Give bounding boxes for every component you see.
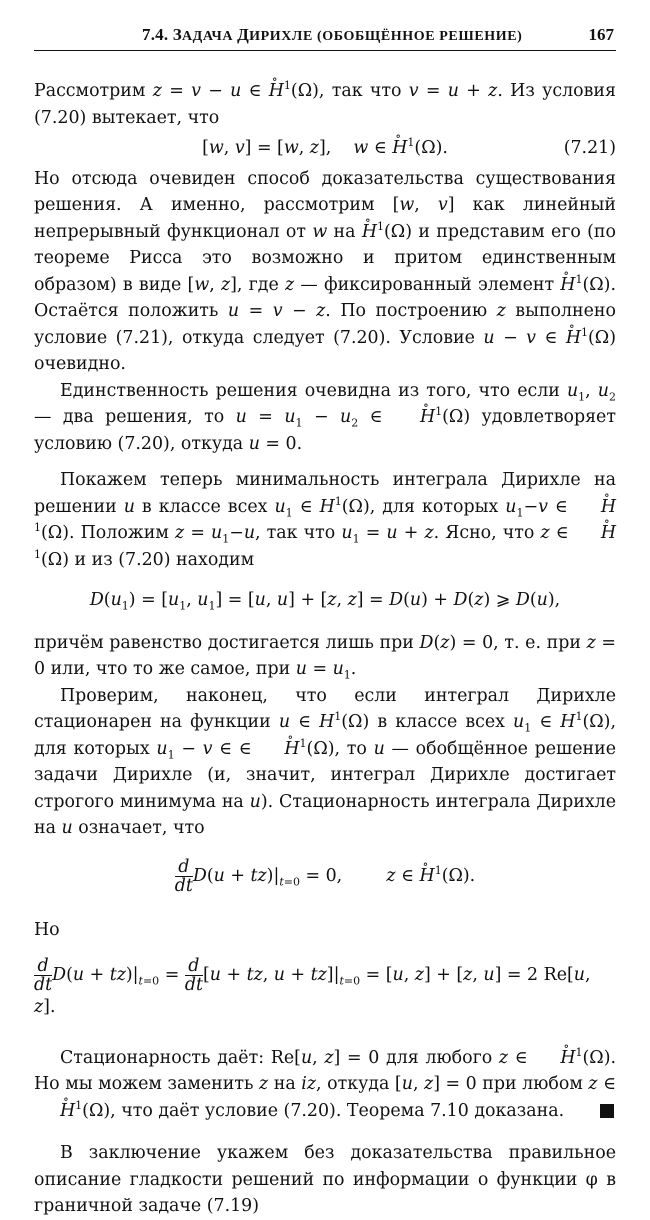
equation-stationarity: $\frac{d}{dt}$ $D(u + tz)|_{t=0} = 0$, z ∈ ∘ $H^1(\Omega)$. bbox=[34, 858, 616, 895]
section-title: 7.4. ЗАДАЧА ДИРИХЛЕ (ОБОБЩЁННОЕ РЕШЕНИЕ) bbox=[142, 25, 523, 44]
paragraph-7: Но bbox=[34, 919, 60, 940]
equation-7-21: [w, v] = [w, z], w ∈ ∘ $H^1(\Omega)$. (7.21) bbox=[34, 135, 616, 162]
paragraph-3: Единственность решения очевидна из того, что если $u_1$, $u_2$ — два решения, то $u = u_1 - u_2$ ∈ ∘ $H^1(\Omega)$ удовлетворяет условию (7.20), откуда u = 0. bbox=[34, 378, 616, 458]
running-header bbox=[34, 22, 616, 51]
paragraph-4: Покажем теперь минимальность интеграла Дирихле на решении u в классе всех $u_1$ ∈ $H^1(\Omega)$, для которых $u_1-v$ ∈ ∘ $H^1(\Omega)$. Положим $z = u_1-u$, так что $u_1 = u + z$. Ясно, что z ∈ ∘ $H^1(\Omega)$ и из (7.20) находим bbox=[34, 467, 616, 573]
paragraph-1: Рассмотрим z = v − u ∈ ∘ $H^1(\Omega)$, так что v = u + z. Из условия (7.20) вытекает, что bbox=[34, 78, 616, 131]
paragraph-9: В заключение укажем без доказательства правильное описание гладкости решений по информации о функции φ в граничной задаче (7.19) bbox=[34, 1143, 616, 1216]
equation-derivative: $\frac{d}{dt}$ $D(u + tz)|_{t=0}$ = $\frac{d}{dt}$ [u + tz, $u + tz]|_{t=0} = [u$, z] + [z, u] = 2 Re[u, z]. bbox=[34, 956, 591, 1017]
paragraph-6: Проверим, наконец, что если интеграл Дирихле стационарен на функции u ∈ $H^1(\Omega)$ в классе всех $u_1$ ∈ $H^1(\Omega)$, для которых $u_1 - v$ ∈ ∈ ∘ $H^1(\Omega)$, то u — обобщённое решение задачи Дирихле (и, значит, интеграл Дирихле достигает строгого минимума на u). Стационарность интеграла Дирихле на u означает, что bbox=[34, 683, 616, 842]
paragraph-8: Стационарность даёт: Re[u, z] = 0 для любого z ∈ ∘ $H^1(\Omega)$. Но мы можем заменить z на iz, откуда [u, z] = 0 при любом z ∈ ∘ $H^1(\Omega)$, что даёт условие (7.20). Теорема 7.10 доказана. bbox=[34, 1045, 616, 1125]
page-number: 167 bbox=[588, 25, 614, 44]
equation-number: (7.21) bbox=[563, 138, 616, 158]
page-body bbox=[34, 78, 616, 1220]
paragraph-2: Но отсюда очевиден способ доказательства существования решения. А именно, рассмотрим [w, v] как линейный непрерывный функционал от w на ∘ $H^1(\Omega)$ и представим его (по теореме Рисса это возможно и притом единственным образом) в виде [w, z], где z — фиксированный элемент ∘ $H^1(\Omega)$. Остаётся положить u = v − z. По построению z выполнено условие (7.21), откуда следует (7.20). Условие u − v ∈ ∘ $H^1(\Omega)$ очевидно. bbox=[34, 166, 616, 378]
paragraph-5: причём равенство достигается лишь при D(z) = 0, т. е. при z = 0 или, что то же самое, при $u = u_1$. bbox=[34, 632, 616, 682]
qed-square-icon bbox=[600, 1104, 614, 1118]
equation-energy: $D(u_1) = [u_1$, $u_1] = [u$, u] + [z, z] = D(u) + D(z) ⩾ D(u), bbox=[89, 590, 561, 613]
